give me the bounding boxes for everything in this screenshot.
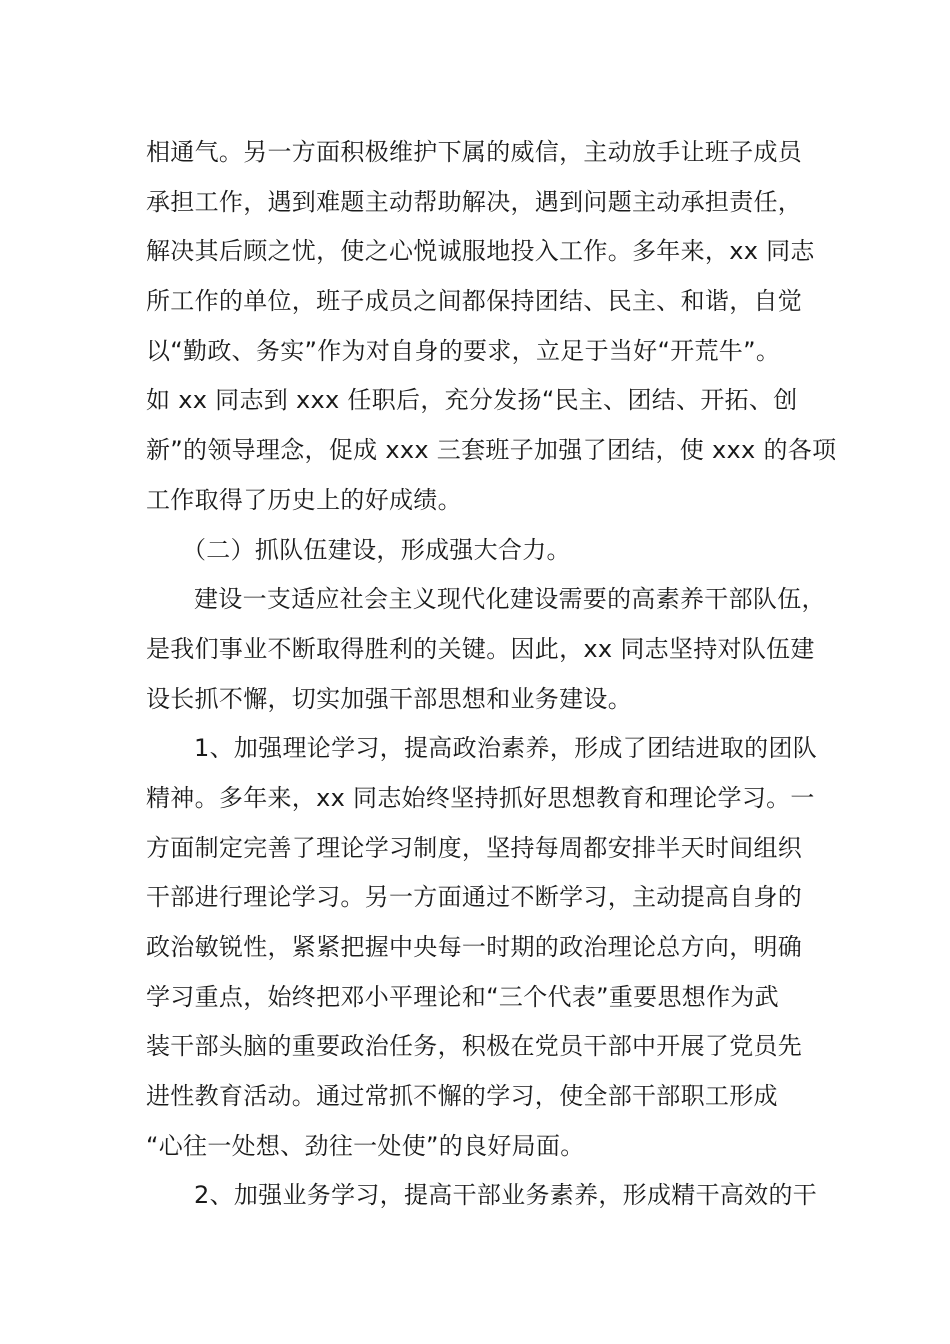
text-line: 进性教育活动。通过常抓不懈的学习，使全部干部职工形成 [146,1082,778,1111]
text-line: 解决其后顾之忧，使之心悦诚服地投入工作。多年来，xx 同志 [146,237,815,266]
text-line: 装干部头脑的重要政治任务，积极在党员干部中开展了党员先 [146,1032,803,1061]
text-line: 方面制定完善了理论学习制度，坚持每周都安排半天时间组织 [146,833,803,862]
text-line: 相通气。另一方面积极维护下属的威信，主动放手让班子成员 [146,138,803,166]
text-line: 精神。多年来，xx 同志始终坚持抓好思想教育和理论学习。一 [146,783,815,812]
text-line: 建设一支适应社会主义现代化建设需要的高素养干部队伍， [194,585,826,614]
text-line: 1、加强理论学习，提高政治素养，形成了团结进取的团队 [194,734,818,763]
text-line: 工作取得了历史上的好成绩。 [146,485,462,514]
text-line: 学习重点，始终把邓小平理论和“三个代表”重要思想作为武 [146,982,779,1011]
text-line: “心往一处想、劲往一处使”的良好局面。 [146,1131,585,1160]
text-line: 以“勤政、务实”作为对自身的要求，立足于当好“开荒牛”。 [146,336,781,365]
text-line: 是我们事业不断取得胜利的关键。因此，xx 同志坚持对队伍建 [146,634,815,663]
section-heading: （二）抓队伍建设，形成强大合力。 [182,535,571,564]
text-line: 如 xx 同志到 xxx 任职后，充分发扬“民主、团结、开拓、创 [146,386,798,415]
text-line: 新”的领导理念，促成 xxx 三套班子加强了团结，使 xxx 的各项 [146,436,837,465]
text-line: 所工作的单位，班子成员之间都保持团结、民主、和谐，自觉 [146,287,803,316]
text-line: 设长抓不懈，切实加强干部思想和业务建设。 [146,684,632,713]
text-line: 干部进行理论学习。另一方面通过不断学习，主动提高自身的 [146,883,803,912]
text-line: 政治敏锐性，紧紧把握中央每一时期的政治理论总方向，明确 [146,933,803,961]
text-line: 承担工作，遇到难题主动帮助解决，遇到问题主动承担责任， [146,187,803,216]
body-text [146,128,837,1221]
text-line: 2、加强业务学习，提高干部业务素养，形成精干高效的干 [194,1181,818,1210]
